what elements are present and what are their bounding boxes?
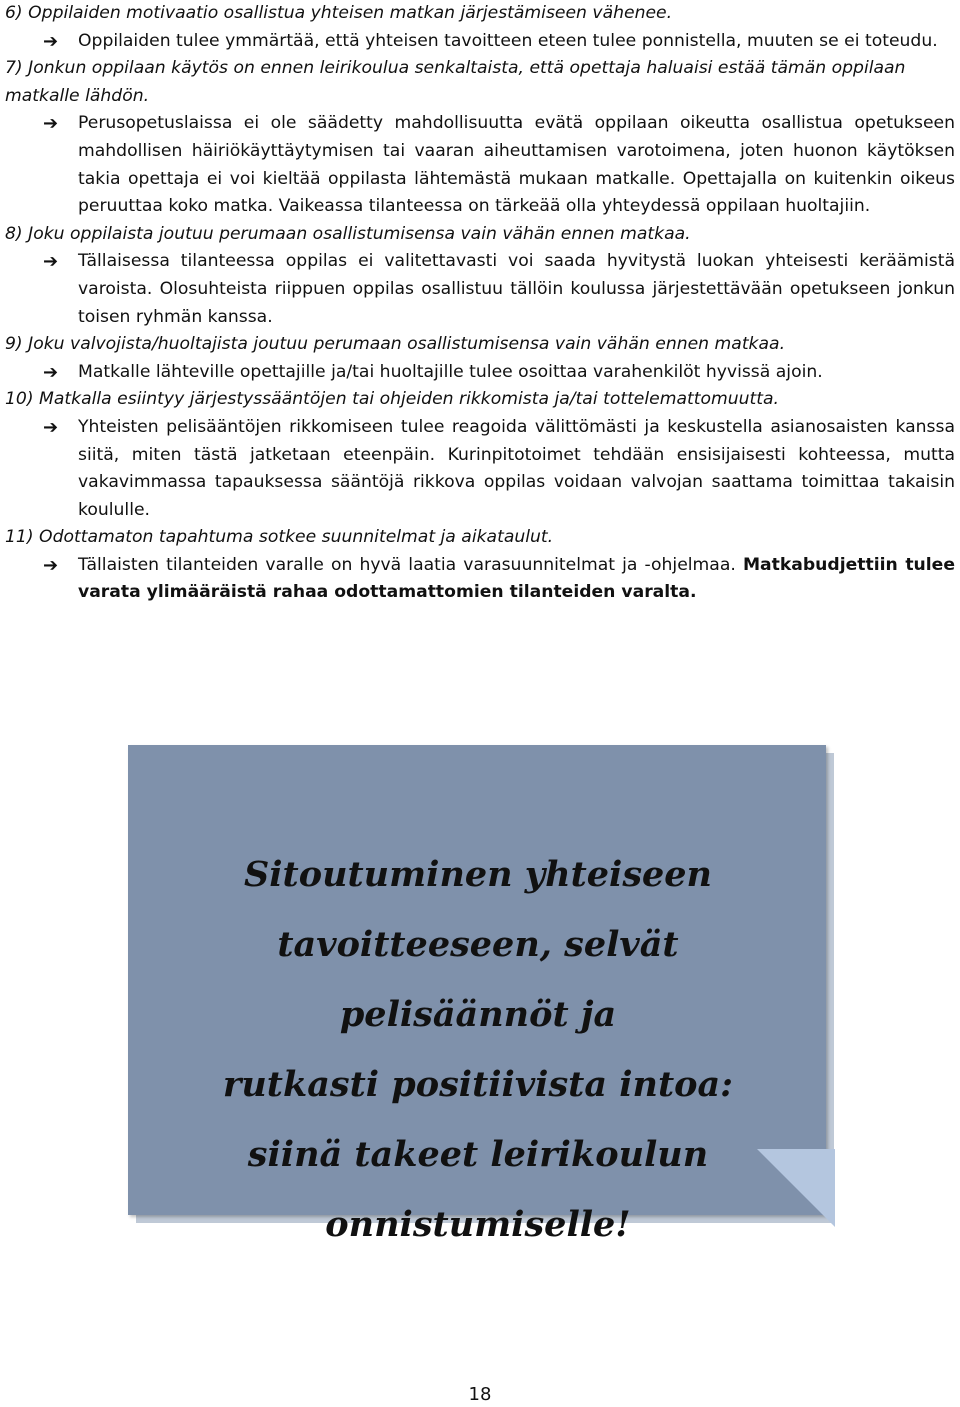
item-answer-7: ➔ Perusopetuslaissa ei ole säädetty mahdollisuutta evätä oppilaan oikeutta osallistua opetukseen mahdollisen häiriökäyttäytymisen tai vaaran aiheuttamisen varotoimena, joten huonon käytöksen takia opettaja ei voi kieltää oppilasta lähtemästä mukaan matkalle. Opettajalla on kuitenkin oikeus peruuttaa koko matka. Vaikeassa tilanteessa on tärkeää olla yhteydessä oppilaan huoltajiin.	[5, 110, 955, 220]
note-line: tavoitteeseen, selvät pelisäännöt ja	[277, 924, 679, 1035]
item-heading-7: 7) Jonkun oppilaan käytös on ennen leirikoulua senkaltaista, että opettaja haluaisi estää tämän oppilaan matkalle lähdön.	[5, 58, 906, 106]
arrow-icon: ➔	[43, 554, 59, 576]
note-line: siinä takeet leirikoulun	[247, 1134, 709, 1175]
arrow-icon: ➔	[43, 251, 59, 273]
page-content	[5, 0, 955, 607]
item-answer-9: ➔ Matkalle lähteville opettajille ja/tai huoltajille tulee osoittaa varahenkilöt hyvissä ajoin.	[5, 359, 955, 387]
note-text	[188, 840, 768, 1260]
arrow-icon: ➔	[43, 361, 59, 383]
note-line: onnistumiselle!	[325, 1204, 631, 1245]
note-line: Sitoutuminen yhteiseen	[243, 854, 713, 895]
budget-emphasis: Matkabudjettiin tulee varata ylimääräistä rahaa odottamattomien tilanteiden varalta.	[78, 554, 955, 603]
item-heading-8: 8) Joku oppilaista joutuu perumaan osallistumisensa vain vähän ennen matkaa.	[5, 223, 691, 244]
arrow-icon: ➔	[43, 113, 59, 135]
sticky-note	[128, 745, 826, 1245]
note-curl	[757, 1149, 835, 1227]
item-heading-10: 10) Matkalla esiintyy järjestyssääntöjen tai ohjeiden rikkomista ja/tai tottelemattomuutta.	[5, 389, 780, 410]
item-heading-11: 11) Odottamaton tapahtuma sotkee suunnitelmat ja aikataulut.	[5, 527, 554, 548]
item-answer-6: ➔ Oppilaiden tulee ymmärtää, että yhteisen tavoitteen eteen tulee ponnistella, muuten se ei toteudu.	[5, 28, 955, 56]
note-line: rutkasti positiivista intoa:	[222, 1064, 734, 1105]
item-heading-9: 9) Joku valvojista/huoltajista joutuu perumaan osallistumisensa vain vähän ennen matkaa.	[5, 334, 786, 355]
item-answer-10: ➔ Yhteisten pelisääntöjen rikkomiseen tulee reagoida välittömästi ja keskustella asianosaisten kanssa siitä, miten tästä jatketaan eteenpäin. Kurinpitotoimet tehdään ensisijaisesti kohteessa, mutta vakavimmassa tapauksessa sääntöjä rikkova oppilas voidaan valvojan saattama toimittaa takaisin koululle.	[5, 414, 955, 524]
item-heading-6: 6) Oppilaiden motivaatio osallistua yhteisen matkan järjestämiseen vähenee.	[5, 3, 673, 23]
arrow-icon: ➔	[43, 416, 59, 438]
item-answer-8: ➔ Tällaisessa tilanteessa oppilas ei valitettavasti voi saada hyvitystä luokan yhteisesti keräämistä varoista. Olosuhteista riippuen oppilas osallistuu tällöin koulussa järjestettävään opetukseen jonkun toisen ryhmän kanssa.	[5, 248, 955, 331]
item-answer-11: ➔ Tällaisten tilanteiden varalle on hyvä laatia varasuunnitelmat ja -ohjelmaa. Matkabudjettiin tulee varata ylimääräistä rahaa odottamattomien tilanteiden varalta.	[5, 552, 955, 607]
arrow-icon: ➔	[43, 30, 59, 52]
page-number: 18	[468, 1384, 492, 1405]
